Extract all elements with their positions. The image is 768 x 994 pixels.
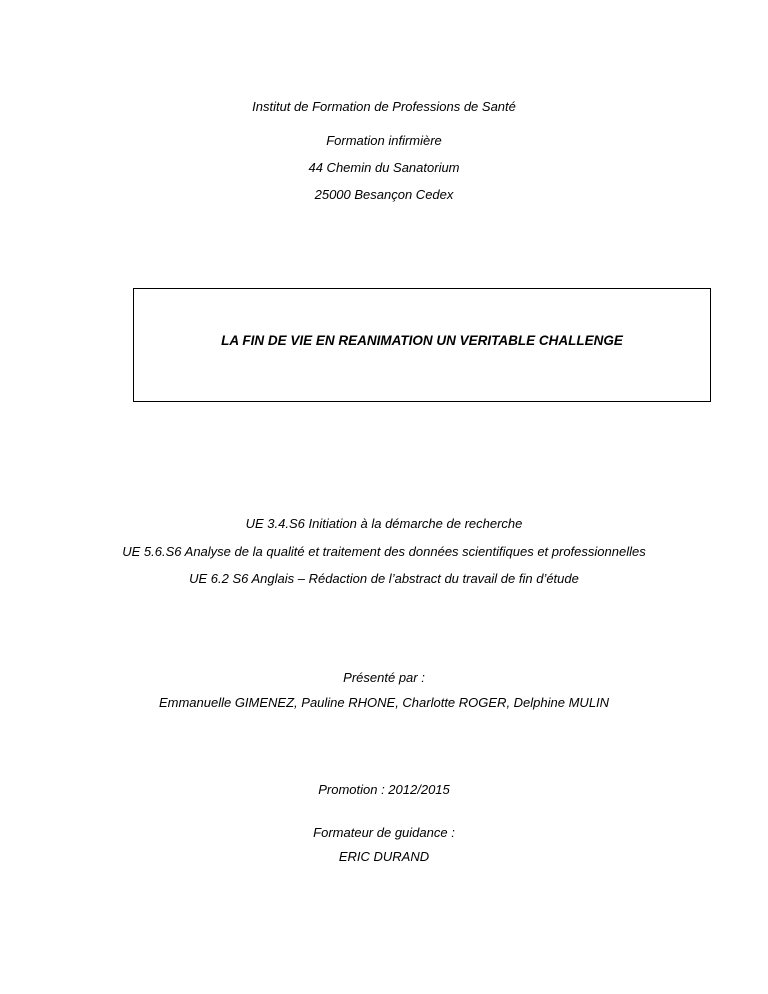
- tutor-name: ERIC DURAND: [338, 849, 430, 864]
- authors-list: Emmanuelle GIMENEZ, Pauline RHONE, Charlotte ROGER, Delphine MULIN: [158, 695, 610, 710]
- course-unit: UE 5.6.S6 Analyse de la qualité et traitement des données scientifiques et professionnelles: [122, 544, 646, 559]
- document-title: LA FIN DE VIE EN REANIMATION UN VERITABLE CHALLENGE: [221, 333, 623, 348]
- address-street: 44 Chemin du Sanatorium: [308, 160, 460, 175]
- promotion: Promotion : 2012/2015: [318, 782, 450, 797]
- program-name: Formation infirmière: [326, 133, 442, 148]
- title-box: [133, 288, 711, 402]
- tutor-label: Formateur de guidance :: [313, 825, 455, 840]
- course-unit: UE 6.2 S6 Anglais – Rédaction de l’abstract du travail de fin d’étude: [189, 571, 579, 586]
- presented-by-label: Présenté par :: [343, 670, 425, 685]
- course-unit: UE 3.4.S6 Initiation à la démarche de recherche: [245, 516, 523, 531]
- address-city: 25000 Besançon Cedex: [314, 187, 454, 202]
- institution-name: Institut de Formation de Professions de Santé: [252, 99, 516, 114]
